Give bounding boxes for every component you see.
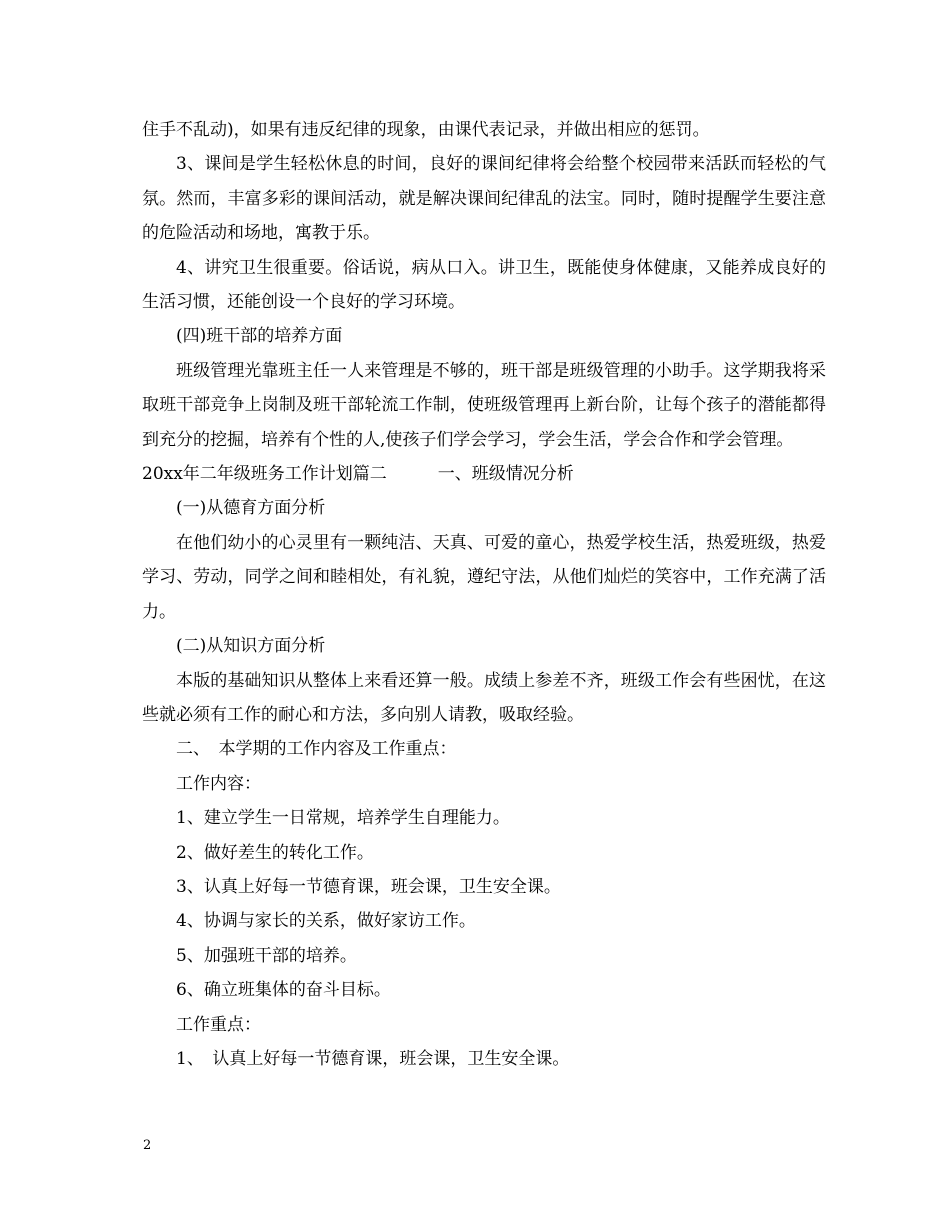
document-body <box>142 113 826 1076</box>
paragraph: 4、讲究卫生很重要。俗话说，病从口入。讲卫生，既能使身体健康，又能养成良好的生活习惯，还能创设一个良好的学习环境。 <box>142 257 826 313</box>
list-item: 6、确立班集体的奋斗目标。 <box>176 980 391 1001</box>
paragraph: 住手不乱动)，如果有违反纪律的现象，由课代表记录，并做出相应的惩罚。 <box>142 120 710 140</box>
section-heading: (二)从知识方面分析 <box>176 636 326 657</box>
paragraph: 班级管理光靠班主任一人来管理是不够的，班干部是班级管理的小助手。这学期我将采取班干部竞争上岗制及班干部轮流工作制，使班级管理再上新台阶，让每个孩子的潜能都得到充分的挖掘，培养有个性的人,使孩子们学会学习，学会生活，学会合作和学会管理。 <box>142 360 826 450</box>
paragraph: 本版的基础知识从整体上来看还算一般。成绩上参差不齐，班级工作会有些困忧，在这些就必须有工作的耐心和方法，多向别人请教，吸取经验。 <box>142 670 826 725</box>
list-item: 1、建立学生一日常规，培养学生自理能力。 <box>176 808 510 829</box>
list-item: 1、 认真上好每一节德育课，班会课，卫生安全课。 <box>176 1048 570 1069</box>
section-title: 20xx年二年级班务工作计划篇二 一、班级情况分析 <box>142 464 574 485</box>
list-item: 4、协调与家长的关系，做好家访工作。 <box>176 911 476 932</box>
page-number: 2 <box>143 1138 152 1153</box>
section-heading: (四)班干部的培养方面 <box>176 326 343 347</box>
list-item: 5、加强班干部的培养。 <box>176 945 357 966</box>
list-heading: 工作重点： <box>176 1014 261 1035</box>
list-item: 2、做好差生的转化工作。 <box>176 842 374 863</box>
list-heading: 工作内容： <box>176 773 261 794</box>
section-heading: 二、 本学期的工作内容及工作重点： <box>176 739 457 760</box>
paragraph: 3、课间是学生轻松休息的时间，良好的课间纪律将会给整个校园带来活跃而轻松的气氛。然而，丰富多彩的课间活动，就是解决课间纪律乱的法宝。同时，随时提醒学生要注意的危险活动和场地，寓教于乐。 <box>142 154 826 244</box>
section-heading: (一)从德育方面分析 <box>176 498 326 519</box>
paragraph: 在他们幼小的心灵里有一颗纯洁、天真、可爱的童心，热爱学校生活，热爱班级，热爱学习、劳动，同学之间和睦相处，有礼貌，遵纪守法，从他们灿烂的笑容中，工作充满了活力。 <box>142 532 826 622</box>
list-item: 3、认真上好每一节德育课，班会课，卫生安全课。 <box>176 876 561 897</box>
